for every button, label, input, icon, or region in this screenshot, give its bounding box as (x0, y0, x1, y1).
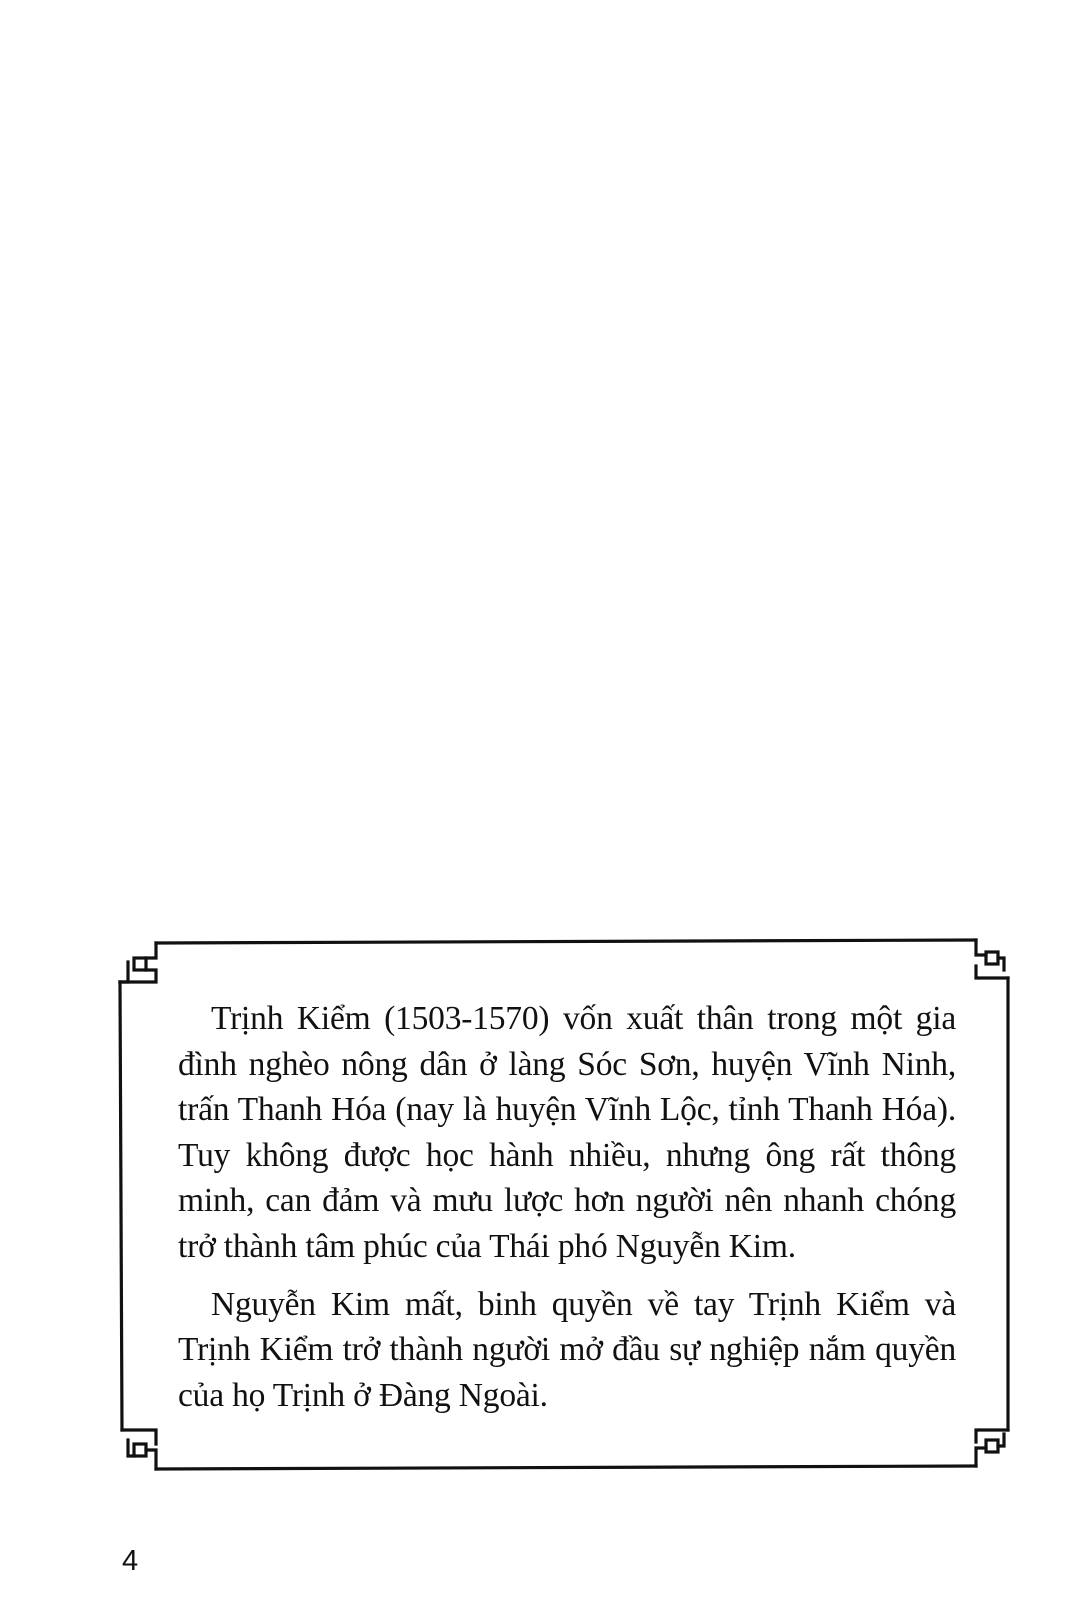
frame-corner-top-right (976, 940, 1008, 978)
frame-bottom-border (156, 1466, 976, 1469)
frame-left-border (120, 982, 122, 1430)
frame-corner-bottom-left (122, 1430, 156, 1469)
framed-text-box (178, 996, 956, 1418)
page-number: 4 (122, 1545, 139, 1577)
frame-corner-bottom-right (976, 1430, 1008, 1466)
paragraph-2: Nguyễn Kim mất, binh quyền về tay Trịnh Kiểm và Trịnh Kiểm trở thành người mở đầu sự nghiệp nắm quyền của họ Trịnh ở Đàng Ngoài. (178, 1285, 956, 1414)
paragraph-1: Trịnh Kiểm (1503-1570) vốn xuất thân trong một gia đình nghèo nông dân ở làng Sóc Sơn, huyện Vĩnh Ninh, trấn Thanh Hóa (nay là huyện Vĩnh Lộc, tỉnh Thanh Hóa). Tuy không được học hành nhiều, nhưng ông rất thông minh, can đảm và mưu lược hơn người nên nhanh chóng trở thành tâm phúc của Thái phó Nguyễn Kim. (178, 1000, 956, 1265)
frame-top-border (156, 940, 976, 943)
frame-corner-top-left (120, 943, 156, 982)
